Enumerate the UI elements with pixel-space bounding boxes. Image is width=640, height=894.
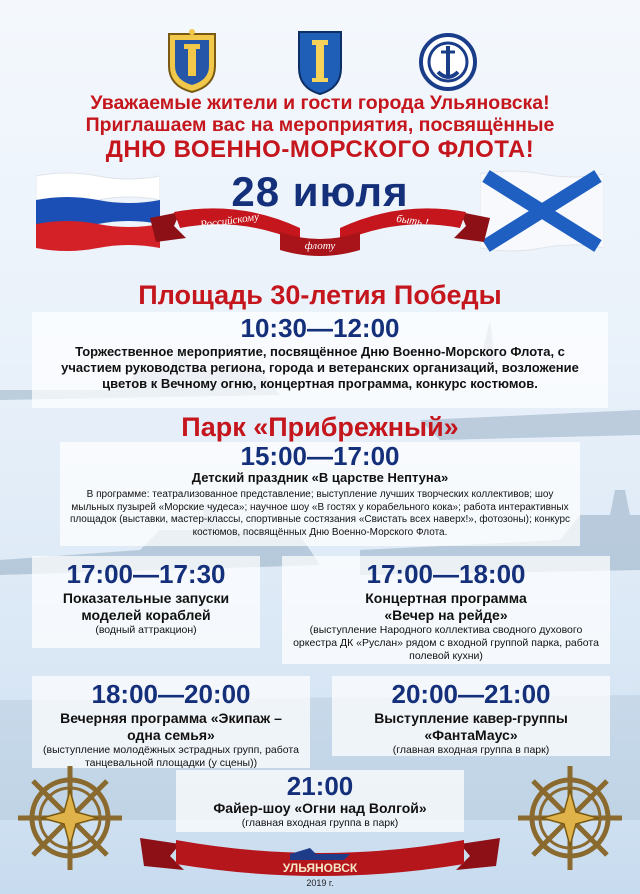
event-3-note: (выступление молодёжных эстрадных групп, работа танцевальной площадки (у сцены))	[43, 744, 299, 769]
venue-victory-square-title: Площадь 30-летия Победы	[138, 280, 502, 310]
event-1-time: 17:00—17:30	[66, 559, 226, 589]
event-4-note: (главная входная группа в парк)	[392, 744, 550, 756]
event-1-title: Показательные запуски моделей кораблей	[62, 590, 230, 623]
park-main-event-time: 15:00—17:00	[240, 441, 400, 471]
event-date: 28 июля	[231, 168, 409, 215]
park-main-event-details: В программе: театрализованное представление; выступление лучших творческих коллективов; шоу мыльных пузырей «Морские чудеса»; научное шоу «В гостях у корабельного кока»; работа интерактивных площадок (выставки, мастер-классы, спортивные состязания «Свистать всех наверх!», фотозоны); конкурс костюмов, посвящённых Дню Военно-Морского Флота.	[69, 489, 571, 538]
park-main-event-panel	[60, 442, 580, 546]
headline-greeting: Уважаемые жители и гости города Ульяновска!	[90, 92, 550, 114]
event-3-time: 18:00—20:00	[91, 679, 251, 709]
event-4-time: 20:00—21:00	[391, 679, 551, 709]
event-1-note: (водный аттракцион)	[95, 624, 197, 636]
finale-time: 21:00	[286, 771, 354, 801]
ship-helm-icon	[514, 762, 626, 874]
ribbon-word-left: Российскому	[199, 210, 260, 232]
regional-coat-of-arms-icon	[163, 28, 221, 96]
event-box-4	[332, 676, 610, 756]
headline-holiday: ДНЮ ВОЕННО-МОРСКОГО ФЛОТА!	[105, 136, 535, 163]
footer-city: УЛЬЯНОВСК	[282, 861, 358, 875]
event-2-time: 17:00—18:00	[366, 559, 526, 589]
venue-victory-square-panel	[32, 312, 608, 408]
ribbon-word-right: быть !	[395, 212, 430, 230]
event-3-title: Вечерняя программа «Экипаж – одна семья»	[60, 710, 282, 743]
event-box-2	[282, 556, 610, 664]
finale-note: (главная входная группа в парк)	[241, 817, 399, 829]
event-4-title: Выступление кавер-группы «ФантаМаус»	[374, 710, 568, 743]
event-box-3	[32, 676, 310, 768]
event-2-title: Концертная программа «Вечер на рейде»	[365, 590, 527, 623]
event-box-1	[32, 556, 260, 648]
footer-year: 2019 г.	[306, 878, 334, 888]
slogan-ribbon	[150, 198, 490, 260]
ribbon-word-center: флоту	[304, 240, 336, 252]
event-2-note: (выступление Народного коллектива сводного духового оркестра ДК «Руслан» рядом с входной группой парка, работа полевой кухни)	[293, 624, 599, 662]
venue-park-title: Парк «Прибрежный»	[181, 412, 459, 442]
city-coat-of-arms-icon	[291, 28, 349, 96]
headline	[0, 92, 640, 163]
emblems-row	[0, 28, 640, 96]
park-main-event-title: Детский праздник «В царстве Нептуна»	[191, 470, 449, 485]
finale-title: Файер-шоу «Огни над Волгой»	[213, 800, 427, 816]
headline-invitation: Приглашаем вас на мероприятия, посвящённые	[85, 114, 555, 136]
city-ribbon	[140, 826, 500, 888]
ship-helm-icon	[14, 762, 126, 874]
venue-victory-square-time: 10:30—12:00	[240, 313, 400, 343]
venue-victory-square-description: Торжественное мероприятие, посвящённое Дню Военно-Морского Флота, с участием руководства региона, города и ветеранских организаций, возложение цветов к Вечному огню, концертная программа, конкурс костюмов.	[61, 344, 579, 391]
finale-panel	[176, 770, 464, 832]
navy-emblem-icon	[419, 28, 477, 96]
